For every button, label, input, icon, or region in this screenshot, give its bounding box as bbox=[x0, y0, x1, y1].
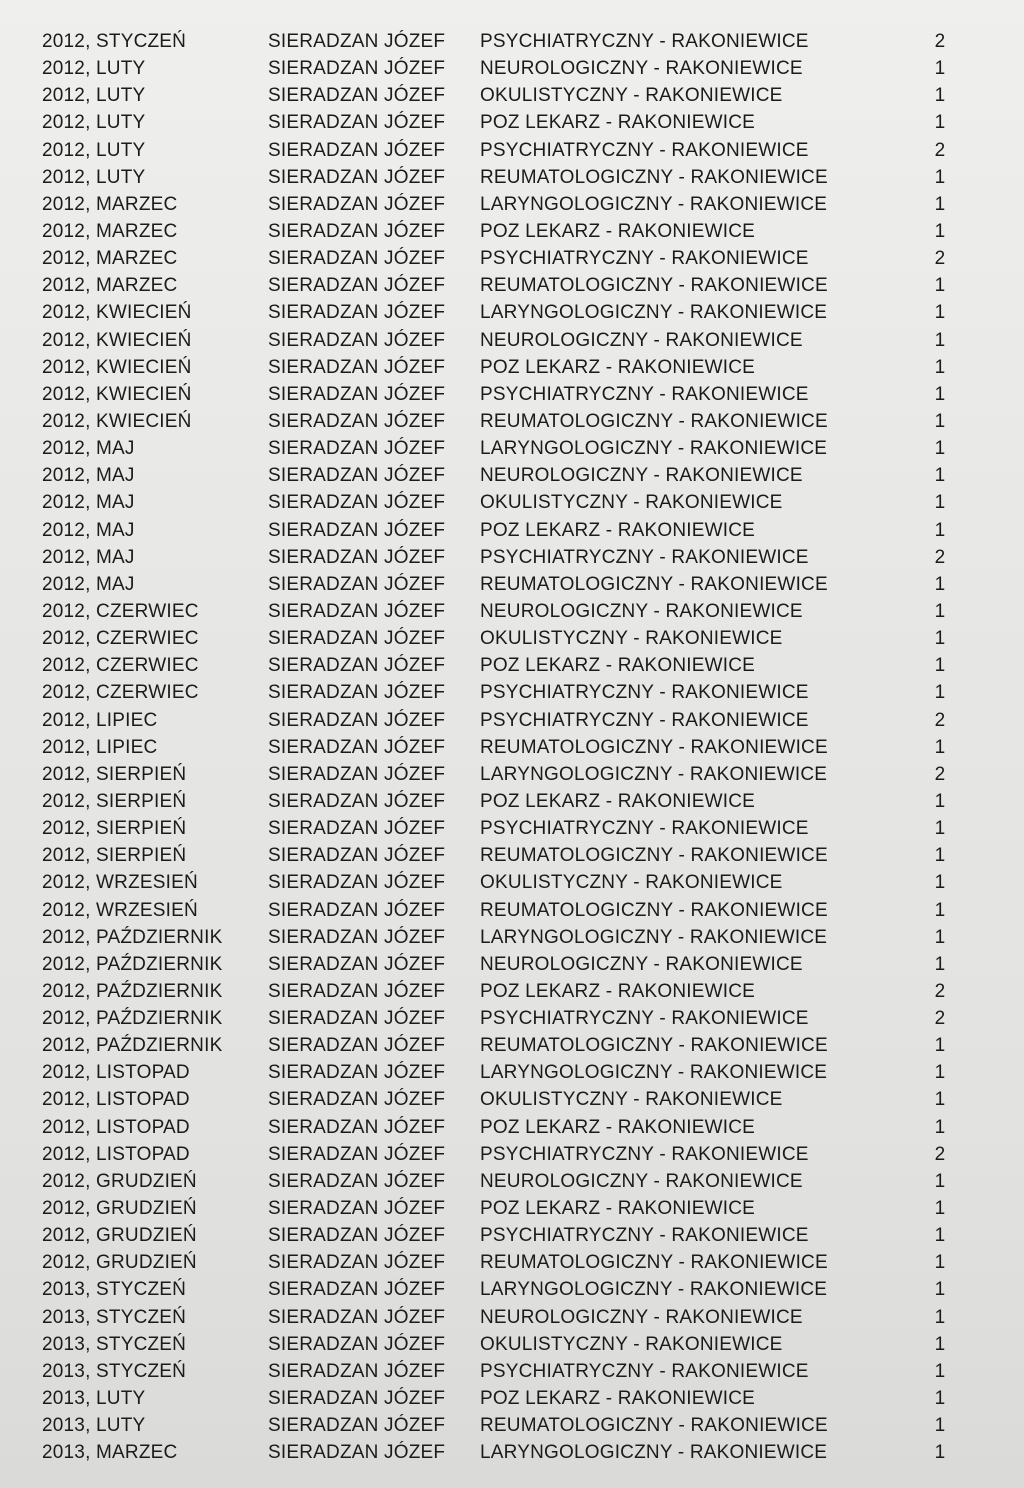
patient-name: SIERADZAN JÓZEF bbox=[268, 980, 446, 1002]
clinic-name: NEUROLOGICZNY - RAKONIEWICE bbox=[480, 465, 803, 487]
patient-name: SIERADZAN JÓZEF bbox=[268, 220, 446, 242]
patient-name: SIERADZAN JÓZEF bbox=[268, 139, 446, 161]
clinic-name: NEUROLOGICZNY - RAKONIEWICE bbox=[480, 58, 803, 80]
visit-month: 2013, STYCZEŃ bbox=[42, 1306, 187, 1328]
table-row bbox=[0, 1032, 1024, 1059]
table-row bbox=[0, 1222, 1024, 1249]
visit-count: 1 bbox=[934, 1252, 946, 1274]
visit-month: 2012, MAJ bbox=[42, 573, 135, 595]
patient-name: SIERADZAN JÓZEF bbox=[268, 1306, 446, 1328]
table-row bbox=[0, 1168, 1024, 1195]
visit-month: 2012, MAJ bbox=[42, 492, 135, 514]
visit-month: 2012, LUTY bbox=[42, 112, 146, 134]
table-row bbox=[0, 679, 1024, 706]
visit-month: 2012, WRZESIEŃ bbox=[42, 872, 198, 894]
visit-month: 2012, GRUDZIEŃ bbox=[42, 1225, 197, 1247]
visit-count: 1 bbox=[934, 438, 946, 460]
clinic-name: POZ LEKARZ - RAKONIEWICE bbox=[480, 356, 756, 378]
visit-month: 2013, STYCZEŃ bbox=[42, 1333, 187, 1355]
table-row bbox=[0, 1412, 1024, 1439]
clinic-name: PSYCHIATRYCZNY - RAKONIEWICE bbox=[480, 248, 809, 270]
visit-count: 1 bbox=[934, 845, 946, 867]
clinic-name: PSYCHIATRYCZNY - RAKONIEWICE bbox=[480, 383, 809, 405]
clinic-name: OKULISTYCZNY - RAKONIEWICE bbox=[480, 628, 783, 650]
table-row bbox=[0, 381, 1024, 408]
visit-count: 2 bbox=[934, 980, 946, 1002]
visit-month: 2012, GRUDZIEŃ bbox=[42, 1170, 197, 1192]
visit-month: 2012, MAJ bbox=[42, 519, 135, 541]
visit-month: 2012, LUTY bbox=[42, 85, 146, 107]
table-row bbox=[0, 109, 1024, 136]
clinic-name: LARYNGOLOGICZNY - RAKONIEWICE bbox=[480, 1442, 828, 1464]
clinic-name: PSYCHIATRYCZNY - RAKONIEWICE bbox=[480, 546, 809, 568]
patient-name: SIERADZAN JÓZEF bbox=[268, 85, 446, 107]
patient-name: SIERADZAN JÓZEF bbox=[268, 899, 446, 921]
clinic-name: REUMATOLOGICZNY - RAKONIEWICE bbox=[480, 573, 828, 595]
table-row bbox=[0, 1331, 1024, 1358]
visit-count: 1 bbox=[934, 410, 946, 432]
visit-month: 2012, MARZEC bbox=[42, 248, 178, 270]
clinic-name: NEUROLOGICZNY - RAKONIEWICE bbox=[480, 1170, 803, 1192]
clinic-name: POZ LEKARZ - RAKONIEWICE bbox=[480, 220, 756, 242]
visit-count: 2 bbox=[934, 1143, 946, 1165]
visit-month: 2012, CZERWIEC bbox=[42, 682, 199, 704]
visit-count: 1 bbox=[934, 85, 946, 107]
clinic-name: PSYCHIATRYCZNY - RAKONIEWICE bbox=[480, 1008, 809, 1030]
visit-count: 1 bbox=[934, 519, 946, 541]
visit-month: 2012, MARZEC bbox=[42, 275, 178, 297]
visit-month: 2012, LISTOPAD bbox=[42, 1143, 190, 1165]
visit-month: 2012, KWIECIEŃ bbox=[42, 383, 192, 405]
visit-count: 1 bbox=[934, 383, 946, 405]
patient-name: SIERADZAN JÓZEF bbox=[268, 193, 446, 215]
visit-month: 2012, KWIECIEŃ bbox=[42, 356, 192, 378]
clinic-name: LARYNGOLOGICZNY - RAKONIEWICE bbox=[480, 193, 828, 215]
patient-name: SIERADZAN JÓZEF bbox=[268, 655, 446, 677]
patient-name: SIERADZAN JÓZEF bbox=[268, 31, 446, 52]
patient-name: SIERADZAN JÓZEF bbox=[268, 58, 446, 80]
clinic-name: PSYCHIATRYCZNY - RAKONIEWICE bbox=[480, 139, 809, 161]
clinic-name: REUMATOLOGICZNY - RAKONIEWICE bbox=[480, 845, 828, 867]
table-row bbox=[0, 924, 1024, 951]
clinic-name: LARYNGOLOGICZNY - RAKONIEWICE bbox=[480, 438, 828, 460]
visit-count: 1 bbox=[934, 492, 946, 514]
visit-count: 1 bbox=[934, 1062, 946, 1084]
visit-count: 1 bbox=[934, 58, 946, 80]
clinic-name: PSYCHIATRYCZNY - RAKONIEWICE bbox=[480, 682, 809, 704]
visit-month: 2012, LIPIEC bbox=[42, 736, 158, 758]
table-row bbox=[0, 571, 1024, 598]
visit-month: 2012, CZERWIEC bbox=[42, 628, 199, 650]
clinic-name: REUMATOLOGICZNY - RAKONIEWICE bbox=[480, 1035, 828, 1057]
table-row bbox=[0, 1114, 1024, 1141]
visit-month: 2012, CZERWIEC bbox=[42, 655, 199, 677]
visit-month: 2012, PAŹDZIERNIK bbox=[42, 953, 223, 975]
table-row bbox=[0, 1304, 1024, 1331]
table-row bbox=[0, 245, 1024, 272]
patient-name: SIERADZAN JÓZEF bbox=[268, 492, 446, 514]
visit-count: 1 bbox=[934, 818, 946, 840]
patient-name: SIERADZAN JÓZEF bbox=[268, 329, 446, 351]
patient-name: SIERADZAN JÓZEF bbox=[268, 573, 446, 595]
patient-name: SIERADZAN JÓZEF bbox=[268, 1360, 446, 1382]
clinic-name: POZ LEKARZ - RAKONIEWICE bbox=[480, 1116, 756, 1138]
table-row bbox=[0, 761, 1024, 788]
table-row bbox=[0, 462, 1024, 489]
clinic-name: REUMATOLOGICZNY - RAKONIEWICE bbox=[480, 410, 828, 432]
table-row bbox=[0, 1358, 1024, 1385]
patient-name: SIERADZAN JÓZEF bbox=[268, 302, 446, 324]
visit-month: 2013, LUTY bbox=[42, 1388, 146, 1410]
table-row bbox=[0, 1249, 1024, 1276]
table-row bbox=[0, 218, 1024, 245]
visit-month: 2012, KWIECIEŃ bbox=[42, 329, 192, 351]
visit-month: 2012, PAŹDZIERNIK bbox=[42, 926, 223, 948]
visit-month: 2012, CZERWIEC bbox=[42, 600, 199, 622]
patient-name: SIERADZAN JÓZEF bbox=[268, 166, 446, 188]
visit-month: 2012, GRUDZIEŃ bbox=[42, 1252, 197, 1274]
patient-name: SIERADZAN JÓZEF bbox=[268, 1333, 446, 1355]
visit-count: 1 bbox=[934, 1198, 946, 1220]
visit-count: 1 bbox=[934, 1225, 946, 1247]
patient-name: SIERADZAN JÓZEF bbox=[268, 1252, 446, 1274]
patient-name: SIERADZAN JÓZEF bbox=[268, 709, 446, 731]
table-row bbox=[0, 707, 1024, 734]
visit-count: 2 bbox=[934, 248, 946, 270]
visit-count: 1 bbox=[934, 899, 946, 921]
patient-name: SIERADZAN JÓZEF bbox=[268, 1388, 446, 1410]
visit-count: 1 bbox=[934, 573, 946, 595]
clinic-name: LARYNGOLOGICZNY - RAKONIEWICE bbox=[480, 926, 828, 948]
visit-count: 1 bbox=[934, 220, 946, 242]
visit-month: 2013, STYCZEŃ bbox=[42, 1360, 187, 1382]
visit-count: 1 bbox=[934, 329, 946, 351]
patient-name: SIERADZAN JÓZEF bbox=[268, 383, 446, 405]
visit-count: 1 bbox=[934, 655, 946, 677]
visit-count: 2 bbox=[934, 709, 946, 731]
table-row bbox=[0, 652, 1024, 679]
visit-count: 1 bbox=[934, 1306, 946, 1328]
patient-name: SIERADZAN JÓZEF bbox=[268, 1035, 446, 1057]
table-row bbox=[0, 842, 1024, 869]
visit-month: 2012, STYCZEŃ bbox=[42, 31, 187, 52]
visit-month: 2012, LIPIEC bbox=[42, 709, 158, 731]
clinic-name: OKULISTYCZNY - RAKONIEWICE bbox=[480, 85, 783, 107]
visit-count: 1 bbox=[934, 790, 946, 812]
visit-count: 1 bbox=[934, 1388, 946, 1410]
table-row bbox=[0, 734, 1024, 761]
table-row bbox=[0, 327, 1024, 354]
clinic-name: REUMATOLOGICZNY - RAKONIEWICE bbox=[480, 275, 828, 297]
visit-count: 1 bbox=[934, 682, 946, 704]
visit-month: 2012, MAJ bbox=[42, 438, 135, 460]
visit-count: 2 bbox=[934, 139, 946, 161]
clinic-name: POZ LEKARZ - RAKONIEWICE bbox=[480, 980, 756, 1002]
table-row bbox=[0, 625, 1024, 652]
patient-name: SIERADZAN JÓZEF bbox=[268, 926, 446, 948]
table-row bbox=[0, 951, 1024, 978]
visit-month: 2012, LUTY bbox=[42, 58, 146, 80]
visit-month: 2013, MARZEC bbox=[42, 1442, 178, 1464]
clinic-name: REUMATOLOGICZNY - RAKONIEWICE bbox=[480, 736, 828, 758]
table-row bbox=[0, 1141, 1024, 1168]
visit-month: 2012, PAŹDZIERNIK bbox=[42, 980, 223, 1002]
clinic-name: REUMATOLOGICZNY - RAKONIEWICE bbox=[480, 166, 828, 188]
visit-count: 2 bbox=[934, 31, 946, 52]
visit-month: 2012, MAJ bbox=[42, 465, 135, 487]
table-row bbox=[0, 28, 1024, 55]
table-row bbox=[0, 1385, 1024, 1412]
patient-name: SIERADZAN JÓZEF bbox=[268, 465, 446, 487]
patient-name: SIERADZAN JÓZEF bbox=[268, 682, 446, 704]
table-row bbox=[0, 544, 1024, 571]
table-row bbox=[0, 435, 1024, 462]
table-row bbox=[0, 164, 1024, 191]
visit-count: 1 bbox=[934, 1035, 946, 1057]
patient-name: SIERADZAN JÓZEF bbox=[268, 1225, 446, 1247]
patient-name: SIERADZAN JÓZEF bbox=[268, 953, 446, 975]
visit-count: 2 bbox=[934, 763, 946, 785]
clinic-name: OKULISTYCZNY - RAKONIEWICE bbox=[480, 1089, 783, 1111]
patient-name: SIERADZAN JÓZEF bbox=[268, 628, 446, 650]
table-row bbox=[0, 517, 1024, 544]
patient-name: SIERADZAN JÓZEF bbox=[268, 546, 446, 568]
table-row bbox=[0, 55, 1024, 82]
patient-name: SIERADZAN JÓZEF bbox=[268, 112, 446, 134]
patient-name: SIERADZAN JÓZEF bbox=[268, 1062, 446, 1084]
visit-count: 1 bbox=[934, 926, 946, 948]
table-row bbox=[0, 1439, 1024, 1466]
visit-count: 1 bbox=[934, 628, 946, 650]
patient-name: SIERADZAN JÓZEF bbox=[268, 1008, 446, 1030]
clinic-name: POZ LEKARZ - RAKONIEWICE bbox=[480, 112, 756, 134]
visit-month: 2012, LUTY bbox=[42, 166, 146, 188]
visit-list bbox=[0, 28, 1024, 1466]
table-row bbox=[0, 272, 1024, 299]
patient-name: SIERADZAN JÓZEF bbox=[268, 1170, 446, 1192]
patient-name: SIERADZAN JÓZEF bbox=[268, 356, 446, 378]
patient-name: SIERADZAN JÓZEF bbox=[268, 818, 446, 840]
clinic-name: OKULISTYCZNY - RAKONIEWICE bbox=[480, 872, 783, 894]
table-row bbox=[0, 815, 1024, 842]
patient-name: SIERADZAN JÓZEF bbox=[268, 1143, 446, 1165]
table-row bbox=[0, 191, 1024, 218]
clinic-name: PSYCHIATRYCZNY - RAKONIEWICE bbox=[480, 818, 809, 840]
table-row bbox=[0, 598, 1024, 625]
visit-count: 1 bbox=[934, 193, 946, 215]
visit-month: 2012, GRUDZIEŃ bbox=[42, 1198, 197, 1220]
clinic-name: REUMATOLOGICZNY - RAKONIEWICE bbox=[480, 1415, 828, 1437]
visit-count: 1 bbox=[934, 166, 946, 188]
clinic-name: PSYCHIATRYCZNY - RAKONIEWICE bbox=[480, 709, 809, 731]
visit-count: 1 bbox=[934, 465, 946, 487]
table-row bbox=[0, 1005, 1024, 1032]
visit-month: 2012, PAŹDZIERNIK bbox=[42, 1008, 223, 1030]
clinic-name: NEUROLOGICZNY - RAKONIEWICE bbox=[480, 953, 803, 975]
clinic-name: PSYCHIATRYCZNY - RAKONIEWICE bbox=[480, 1225, 809, 1247]
table-row bbox=[0, 788, 1024, 815]
visit-count: 1 bbox=[934, 302, 946, 324]
patient-name: SIERADZAN JÓZEF bbox=[268, 1116, 446, 1138]
clinic-name: LARYNGOLOGICZNY - RAKONIEWICE bbox=[480, 763, 828, 785]
visit-count: 1 bbox=[934, 953, 946, 975]
visit-month: 2012, LISTOPAD bbox=[42, 1116, 190, 1138]
patient-name: SIERADZAN JÓZEF bbox=[268, 763, 446, 785]
visit-month: 2012, MARZEC bbox=[42, 220, 178, 242]
table-row bbox=[0, 978, 1024, 1005]
visit-month: 2012, LUTY bbox=[42, 139, 146, 161]
table-row bbox=[0, 1276, 1024, 1303]
visit-month: 2012, KWIECIEŃ bbox=[42, 302, 192, 324]
visit-count: 1 bbox=[934, 600, 946, 622]
visit-count: 1 bbox=[934, 1415, 946, 1437]
visit-month: 2012, WRZESIEŃ bbox=[42, 899, 198, 921]
patient-name: SIERADZAN JÓZEF bbox=[268, 845, 446, 867]
table-row bbox=[0, 354, 1024, 381]
visit-count: 1 bbox=[934, 1442, 946, 1464]
table-row bbox=[0, 1195, 1024, 1222]
patient-name: SIERADZAN JÓZEF bbox=[268, 275, 446, 297]
clinic-name: LARYNGOLOGICZNY - RAKONIEWICE bbox=[480, 302, 828, 324]
clinic-name: NEUROLOGICZNY - RAKONIEWICE bbox=[480, 329, 803, 351]
patient-name: SIERADZAN JÓZEF bbox=[268, 1198, 446, 1220]
clinic-name: LARYNGOLOGICZNY - RAKONIEWICE bbox=[480, 1062, 828, 1084]
table-row bbox=[0, 869, 1024, 896]
visit-month: 2012, LISTOPAD bbox=[42, 1062, 190, 1084]
patient-name: SIERADZAN JÓZEF bbox=[268, 600, 446, 622]
visit-count: 1 bbox=[934, 1333, 946, 1355]
visit-count: 2 bbox=[934, 1008, 946, 1030]
clinic-name: REUMATOLOGICZNY - RAKONIEWICE bbox=[480, 1252, 828, 1274]
table-row bbox=[0, 489, 1024, 516]
clinic-name: OKULISTYCZNY - RAKONIEWICE bbox=[480, 492, 783, 514]
visit-count: 1 bbox=[934, 736, 946, 758]
visit-count: 1 bbox=[934, 275, 946, 297]
patient-name: SIERADZAN JÓZEF bbox=[268, 736, 446, 758]
visit-month: 2012, SIERPIEŃ bbox=[42, 818, 187, 840]
clinic-name: PSYCHIATRYCZNY - RAKONIEWICE bbox=[480, 1143, 809, 1165]
table-row bbox=[0, 137, 1024, 164]
visit-count: 1 bbox=[934, 112, 946, 134]
visit-month: 2012, MARZEC bbox=[42, 193, 178, 215]
visit-month: 2013, LUTY bbox=[42, 1415, 146, 1437]
clinic-name: POZ LEKARZ - RAKONIEWICE bbox=[480, 655, 756, 677]
patient-name: SIERADZAN JÓZEF bbox=[268, 410, 446, 432]
visit-count: 1 bbox=[934, 872, 946, 894]
patient-name: SIERADZAN JÓZEF bbox=[268, 519, 446, 541]
visit-count: 1 bbox=[934, 356, 946, 378]
visit-count: 1 bbox=[934, 1170, 946, 1192]
clinic-name: POZ LEKARZ - RAKONIEWICE bbox=[480, 1198, 756, 1220]
visit-count: 1 bbox=[934, 1360, 946, 1382]
visit-count: 1 bbox=[934, 1279, 946, 1301]
clinic-name: NEUROLOGICZNY - RAKONIEWICE bbox=[480, 600, 803, 622]
visit-month: 2012, SIERPIEŃ bbox=[42, 790, 187, 812]
visit-count: 1 bbox=[934, 1116, 946, 1138]
clinic-name: POZ LEKARZ - RAKONIEWICE bbox=[480, 790, 756, 812]
clinic-name: POZ LEKARZ - RAKONIEWICE bbox=[480, 1388, 756, 1410]
table-row bbox=[0, 897, 1024, 924]
visit-month: 2012, KWIECIEŃ bbox=[42, 410, 192, 432]
visit-month: 2012, SIERPIEŃ bbox=[42, 763, 187, 785]
visit-count: 1 bbox=[934, 1089, 946, 1111]
patient-name: SIERADZAN JÓZEF bbox=[268, 248, 446, 270]
visit-count: 2 bbox=[934, 546, 946, 568]
patient-name: SIERADZAN JÓZEF bbox=[268, 1279, 446, 1301]
clinic-name: OKULISTYCZNY - RAKONIEWICE bbox=[480, 1333, 783, 1355]
clinic-name: PSYCHIATRYCZNY - RAKONIEWICE bbox=[480, 31, 809, 52]
visit-month: 2012, LISTOPAD bbox=[42, 1089, 190, 1111]
patient-name: SIERADZAN JÓZEF bbox=[268, 872, 446, 894]
visit-month: 2013, STYCZEŃ bbox=[42, 1279, 187, 1301]
patient-name: SIERADZAN JÓZEF bbox=[268, 1442, 446, 1464]
clinic-name: PSYCHIATRYCZNY - RAKONIEWICE bbox=[480, 1360, 809, 1382]
table-row bbox=[0, 1059, 1024, 1086]
visit-month: 2012, SIERPIEŃ bbox=[42, 845, 187, 867]
patient-name: SIERADZAN JÓZEF bbox=[268, 790, 446, 812]
patient-name: SIERADZAN JÓZEF bbox=[268, 438, 446, 460]
clinic-name: POZ LEKARZ - RAKONIEWICE bbox=[480, 519, 756, 541]
table-row bbox=[0, 408, 1024, 435]
clinic-name: NEUROLOGICZNY - RAKONIEWICE bbox=[480, 1306, 803, 1328]
table-row bbox=[0, 82, 1024, 109]
clinic-name: LARYNGOLOGICZNY - RAKONIEWICE bbox=[480, 1279, 828, 1301]
patient-name: SIERADZAN JÓZEF bbox=[268, 1089, 446, 1111]
table-row bbox=[0, 299, 1024, 326]
patient-name: SIERADZAN JÓZEF bbox=[268, 1415, 446, 1437]
table-row bbox=[0, 1086, 1024, 1113]
clinic-name: REUMATOLOGICZNY - RAKONIEWICE bbox=[480, 899, 828, 921]
visit-month: 2012, PAŹDZIERNIK bbox=[42, 1035, 223, 1057]
visit-month: 2012, MAJ bbox=[42, 546, 135, 568]
